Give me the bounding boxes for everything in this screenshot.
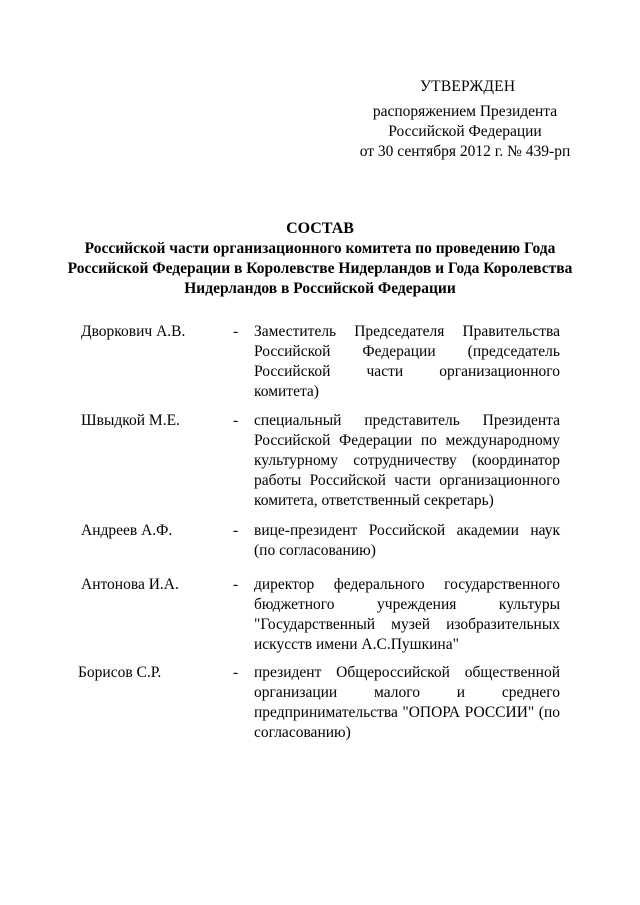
member-description: специальный представитель Президента Российской Федерации по международному культурному сотрудничеству (координатор работы Российской части организационного комитета, ответственный секретарь) [254,412,560,509]
approved-stamp-text: УТВЕРЖДЕН [420,78,516,95]
approval-line-date: от 30 сентября 2012 г. № 439-рп [359,143,571,160]
member-description: директор федерального государственного бюджетного учреждения культуры "Государственный музей изобразительных искусств имени А.С.Пушкина" [254,576,560,653]
member-dash: - [233,412,239,429]
member-dash: - [233,576,239,593]
approval-line-decree: распоряжением Президента [372,103,558,120]
member-description: вице-президент Российской академии наук (по согласованию) [254,522,560,559]
member-dash: - [233,664,239,681]
document-title: СОСТАВ [286,220,354,237]
member-name: Андреев А.Ф. [81,522,173,539]
member-name: Антонова И.А. [81,576,179,593]
member-name: Борисов С.Р. [78,664,162,681]
member-dash: - [233,323,239,340]
member-dash: - [233,522,239,539]
document-subtitle: Российской части организационного комитета по проведению Года Российской Федерации в Королевстве Нидерландов и Года Королевства Нидерландов в Российской Федерации [67,240,573,297]
member-description: президент Общероссийской общественной организации малого и среднего предпринимательства "ОПОРА РОССИИ" (по согласованию) [254,664,560,741]
approval-line-federation: Российской Федерации [388,123,542,140]
member-name: Швыдкой М.Е. [81,412,180,429]
member-name: Дворкович А.В. [81,323,186,340]
member-description: Заместитель Председателя Правительства Российской Федерации (председатель Российской части организационного комитета) [254,323,560,400]
